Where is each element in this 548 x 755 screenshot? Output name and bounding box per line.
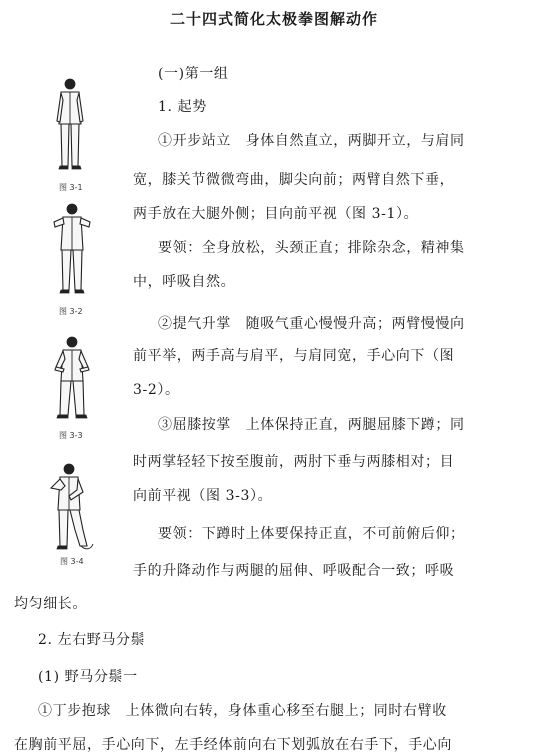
paragraph-line: ③屈膝按掌 上体保持正直，两腿屈膝下蹲；同	[158, 417, 465, 433]
paragraph-line: 3-2）。	[133, 382, 180, 398]
section-heading: (一)第一组	[158, 66, 229, 82]
figure-3-4-illustration	[45, 460, 97, 556]
paragraph-line: ①丁步抱球 上体微向右转，身体重心移至右腿上；同时右臂收	[38, 703, 447, 719]
paragraph-line: 手的升降动作与两腿的屈伸、呼吸配合一致；呼吸	[133, 563, 455, 579]
paragraph-line: 宽，膝关节微微弯曲，脚尖向前；两臂自然下垂，	[133, 172, 455, 188]
paragraph-line: 时两掌轻轻下按至腹前，两肘下垂与两膝相对；目	[133, 454, 455, 470]
paragraph-line: 要领：下蹲时上体要保持正直，不可前俯后仰；	[158, 526, 465, 542]
figure-caption: 图 3-2	[59, 307, 83, 316]
paragraph-line: 中，呼吸自然。	[133, 274, 236, 290]
paragraph-line: 在胸前平屈，手心向下，左手经体前向右下划弧放在右手下，手心向	[14, 737, 452, 753]
subsection-heading: 1. 起势	[158, 99, 207, 115]
figure-caption: 图 3-4	[60, 557, 84, 566]
figure-caption: 图 3-3	[59, 431, 83, 440]
paragraph-line: ①开步站立 身体自然直立，两脚开立，与肩同	[158, 133, 465, 149]
page-title: 二十四式简化太极拳图解动作	[169, 10, 378, 28]
figure-3-1-illustration	[50, 76, 90, 176]
figure-caption: 图 3-1	[59, 183, 83, 192]
figure-3-2-illustration	[50, 200, 94, 300]
figure-3-3-illustration	[50, 333, 94, 425]
subsection-heading: 2. 左右野马分鬃	[38, 632, 146, 648]
paragraph-line: ②提气升掌 随吸气重心慢慢升高；两臂慢慢向	[158, 316, 465, 332]
paragraph-line: 前平举，两手高与肩平，与肩同宽，手心向下（图	[133, 348, 455, 364]
paragraph-line: 均匀细长。	[14, 596, 87, 612]
subsection-heading: (1) 野马分鬃一	[38, 669, 138, 685]
paragraph-line: 向前平视（图 3-3）。	[133, 488, 273, 504]
paragraph-line: 两手放在大腿外侧；目向前平视（图 3-1）。	[133, 206, 419, 222]
paragraph-line: 要领：全身放松，头颈正直；排除杂念，精神集	[158, 240, 465, 256]
